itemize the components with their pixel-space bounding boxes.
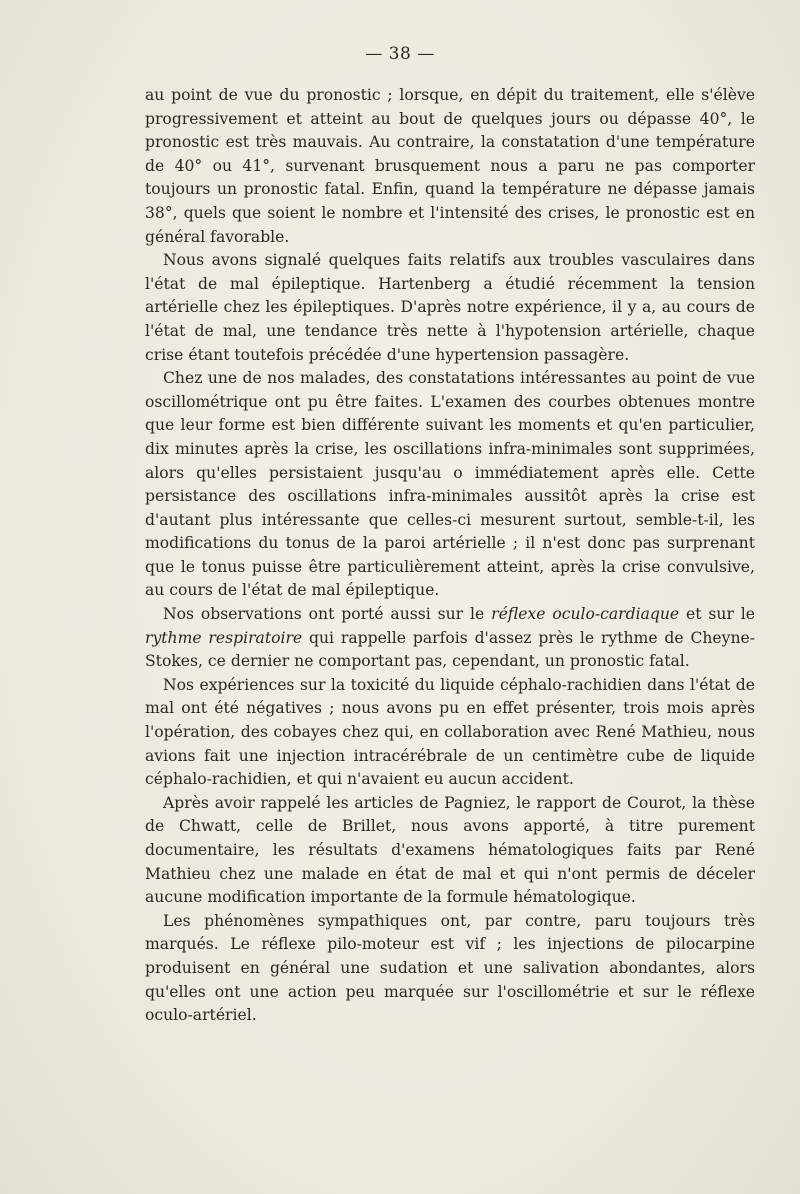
paragraph-7: Les phénomènes sympathiques ont, par contre, paru toujours très marqués. Le réflexe pilo-moteur est vif ; les injections de pilocarpine produisent en général une sudation et une salivation abondantes, alors qu'elles ont une action peu marquée sur l'oscillométrie et sur le réflexe oculo-artériel. <box>145 911 755 1025</box>
paragraph-4 <box>145 603 755 674</box>
body-text <box>145 84 755 1028</box>
paragraph-4-text-before: Nos observations ont porté aussi sur le <box>163 605 492 624</box>
paragraph-5: Nos expériences sur la toxicité du liquide céphalo-rachidien dans l'état de mal ont été négatives ; nous avons pu en effet présenter, trois mois après l'opération, des cobayes chez qui, en collaboration avec René Mathieu, nous avions fait une injection intracérébrale de un centimètre cube de liquide céphalo-rachidien, et qui n'avaient eu aucun accident. <box>145 675 755 789</box>
paragraph-3: Chez une de nos malades, des constatations intéressantes au point de vue oscillométrique ont pu être faites. L'examen des courbes obtenues montre que leur forme est bien différente suivant les moments et qu'en particulier, dix minutes après la crise, les oscillations infra-minimales sont supprimées, alors qu'elles persistaient jusqu'au o immédiatement après elle. Cette persistance des oscillations infra-minimales aussitôt après la crise est d'autant plus intéressante que celles-ci mesurent surtout, semble-t-il, les modifications du tonus de la paroi artérielle ; il n'est donc pas surprenant que le tonus puisse être particulièrement atteint, après la crise convulsive, au cours de l'état de mal épileptique. <box>145 369 755 600</box>
italic-term-rythme-respiratoire: rythme respiratoire <box>145 628 303 647</box>
italic-term-reflexe-oculo-cardiaque: réflexe oculo-cardiaque <box>491 605 680 624</box>
paragraph-4-text-middle: et sur le <box>679 605 755 624</box>
page-number: — 38 — <box>365 44 435 64</box>
paragraph-2: Nous avons signalé quelques faits relatifs aux troubles vasculaires dans l'état de mal épileptique. Hartenberg a étudié récemment la tension artérielle chez les épileptiques. D'après notre expérience, il y a, au cours de l'état de mal, une tendance très nette à l'hypotension artérielle, chaque crise étant toutefois précédée d'une hypertension passagère. <box>145 251 755 364</box>
paragraph-1: au point de vue du pronostic ; lorsque, en dépit du traitement, elle s'élève progressivement et atteint au bout de quelques jours ou dépasse 40°, le pronostic est très mauvais. Au contraire, la constatation d'une température de 40° ou 41°, survenant brusquement nous a paru ne pas comporter toujours un pronostic fatal. Enfin, quand la température ne dépasse jamais 38°, quels que soient le nombre et l'intensité des crises, le pronostic est en général favorable. <box>145 86 755 246</box>
paragraph-6: Après avoir rappelé les articles de Pagniez, le rapport de Courot, la thèse de Chwatt, celle de Brillet, nous avons apporté, à titre purement documentaire, les résultats d'examens hématologiques faits par René Mathieu chez une malade en état de mal et qui n'ont permis de déceler aucune modification importante de la formule hématologique. <box>145 793 755 907</box>
paragraph-4-text-after: qui rappelle parfois d'assez près le rythme de Cheyne-Stokes, ce dernier ne comportant pas, cependant, un pronostic fatal. <box>145 628 756 671</box>
